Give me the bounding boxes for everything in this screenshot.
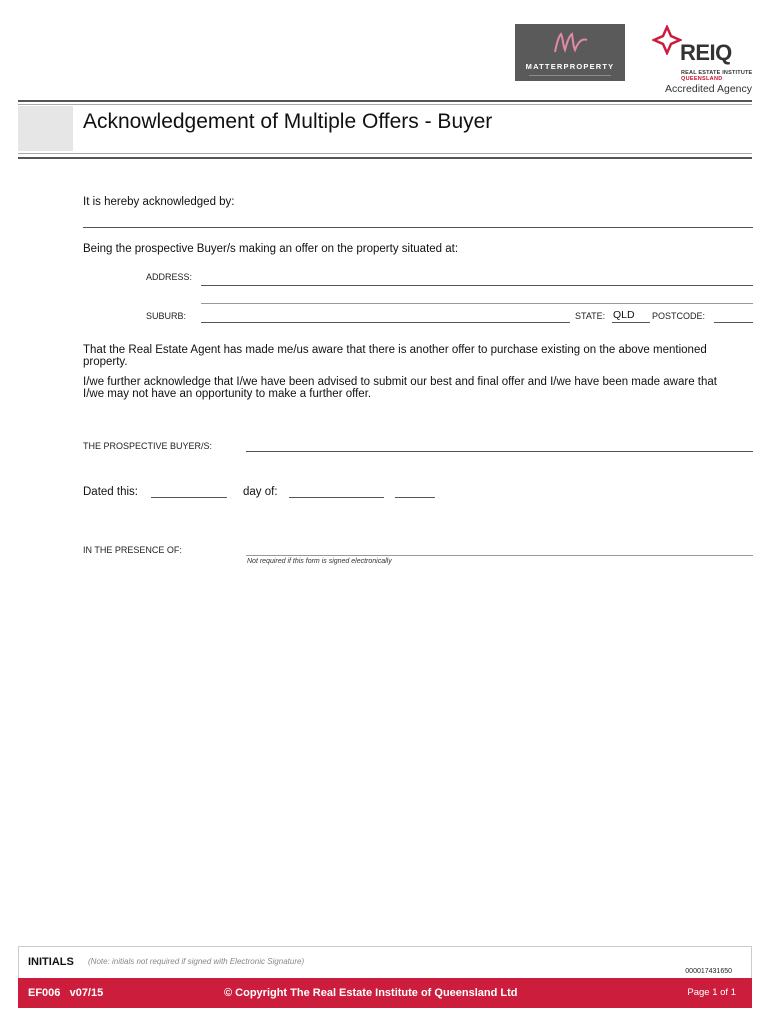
footer-bar (18, 978, 752, 1008)
acknowledged-by-field[interactable] (83, 227, 753, 228)
postcode-label: POSTCODE: (652, 311, 706, 321)
title-rule-bottom (18, 157, 752, 159)
title-rule-bottom-thin (18, 153, 752, 154)
matter-logo-text: MATTERPROPERTY (525, 62, 615, 71)
dated-day-field[interactable] (151, 497, 227, 498)
reiq-star-icon (652, 25, 682, 55)
reiq-sub-line2: QUEENSLAND (681, 76, 723, 82)
acknowledged-by-label: It is hereby acknowledged by: (83, 196, 235, 208)
initials-note: (Note: initials not required if signed with Electronic Signature) (88, 957, 305, 966)
state-label: STATE: (575, 311, 606, 321)
address-label: ADDRESS: (146, 272, 193, 282)
form-title: Acknowledgement of Multiple Offers - Buyer (83, 110, 493, 133)
witness-signature-field[interactable] (246, 555, 753, 556)
address-field[interactable] (201, 285, 753, 286)
presence-of-label: IN THE PRESENCE OF: (83, 545, 182, 555)
prospective-buyer-text: Being the prospective Buyer/s making an offer on the property situated at: (83, 243, 459, 255)
agent-aware-paragraph: That the Real Estate Agent has made me/us aware that there is another offer to purchase existing on the above mentioned property. (83, 344, 707, 368)
state-value: QLD (613, 309, 635, 321)
best-final-offer-paragraph: I/we further acknowledge that I/we have been advised to submit our best and final offer and I/we have been made aware that I/we may not have an opportunity to make a further offer. (83, 376, 717, 400)
postcode-field[interactable] (714, 322, 753, 323)
accredited-agency-text: Accredited Agency (665, 83, 752, 95)
document-number: 000017431650 (685, 968, 732, 975)
suburb-label: SUBURB: (146, 311, 187, 321)
suburb-field[interactable] (201, 322, 570, 323)
title-rule-top-thin (18, 104, 752, 105)
form-code: EF006 v07/15 (28, 987, 104, 999)
matter-logo-tagline-rule (529, 75, 611, 76)
dated-this-label: Dated this: (83, 486, 138, 498)
state-field[interactable] (612, 322, 650, 323)
dated-year-field[interactable] (395, 497, 435, 498)
copyright-text: © Copyright The Real Estate Institute of Queensland Ltd (224, 987, 518, 999)
day-of-label: day of: (243, 486, 278, 498)
initials-label: INITIALS (28, 956, 74, 968)
address-field-line2[interactable] (201, 303, 753, 304)
dated-month-field[interactable] (289, 497, 384, 498)
title-side-box (18, 106, 73, 151)
prospective-buyers-label: THE PROSPECTIVE BUYER/S: (83, 441, 213, 451)
matter-m-icon (551, 28, 591, 56)
prospective-buyers-signature-field[interactable] (246, 451, 753, 452)
presence-note: Not required if this form is signed electronically (247, 558, 392, 565)
title-rule-top (18, 100, 752, 102)
page-number: Page 1 of 1 (687, 987, 736, 998)
reiq-sub-line1: REAL ESTATE INSTITUTE (681, 70, 753, 76)
matter-property-logo (515, 24, 625, 81)
reiq-logo-text: REIQ (680, 40, 732, 65)
